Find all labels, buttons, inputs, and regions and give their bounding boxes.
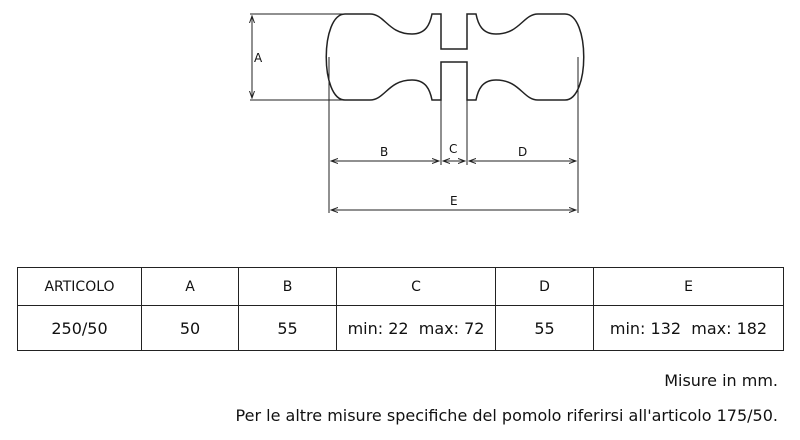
- reference-note: Per le altre misure specifiche del pomolo riferirsi all'articolo 175/50.: [235, 406, 778, 425]
- label-c: C: [449, 142, 458, 156]
- header-b: B: [239, 268, 337, 306]
- cell-d: 55: [496, 306, 594, 351]
- cell-a: 50: [142, 306, 239, 351]
- cell-c: min: 22 max: 72: [337, 306, 496, 351]
- header-d: D: [496, 268, 594, 306]
- cell-b: 55: [239, 306, 337, 351]
- label-d: D: [518, 145, 528, 159]
- label-b: B: [380, 145, 389, 159]
- table-row: [18, 306, 784, 351]
- label-e: E: [450, 194, 458, 208]
- cell-e: min: 132 max: 182: [594, 306, 784, 351]
- header-articolo: ARTICOLO: [18, 268, 142, 306]
- extension-lines: [329, 57, 578, 213]
- cell-articolo: 250/50: [18, 306, 142, 351]
- dimension-d: [469, 145, 576, 161]
- header-a: A: [142, 268, 239, 306]
- knob-outline: [326, 14, 584, 100]
- label-a: A: [254, 51, 263, 65]
- units-note: Misure in mm.: [664, 371, 778, 390]
- dimension-b: [331, 145, 439, 161]
- dimension-e: [331, 194, 576, 210]
- header-e: E: [594, 268, 784, 306]
- table-header-row: [18, 268, 784, 306]
- dimension-c: [443, 142, 465, 161]
- dimensions-table: [17, 267, 784, 351]
- header-c: C: [337, 268, 496, 306]
